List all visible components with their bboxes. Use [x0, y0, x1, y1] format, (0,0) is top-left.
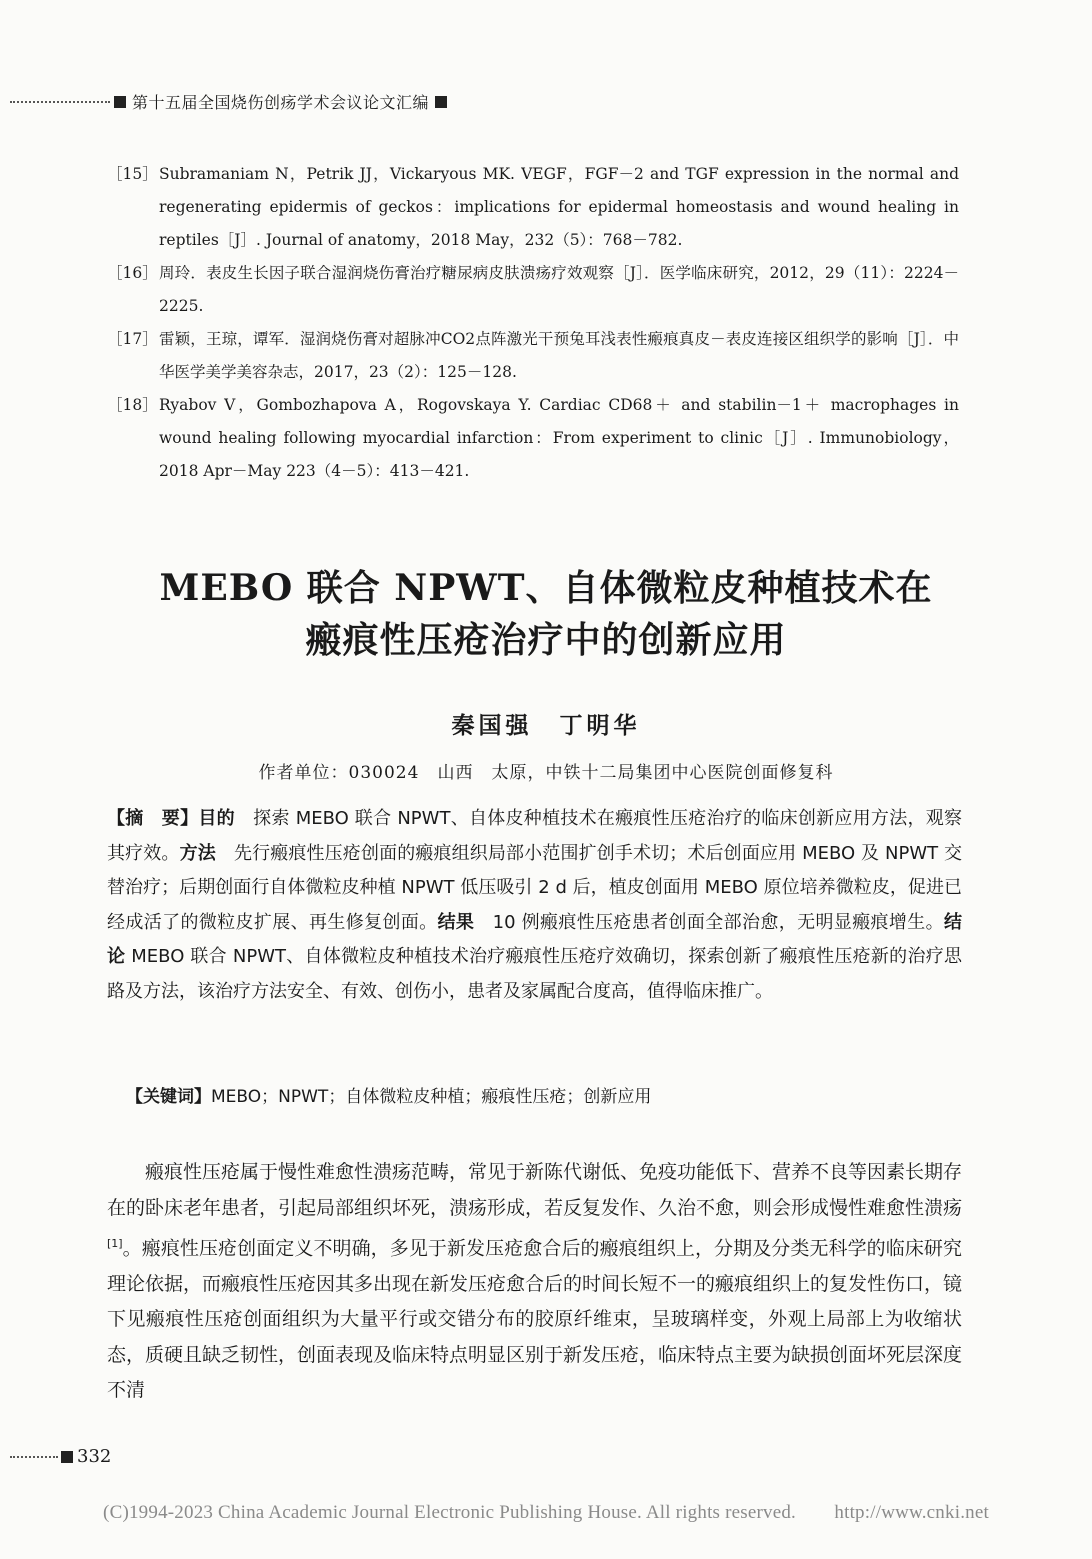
reference-item	[107, 257, 959, 323]
abstract	[107, 802, 962, 1009]
reference-item	[107, 323, 959, 389]
reference-text: Ryabov V，Gombozhapova A，Rogovskaya Y. Cardiac CD68＋ and stabilin－1＋ macrophages in wound healing following myocardial infarction：From experiment to clinic［J］. Immunobiology，2018 Apr－May 223（4－5）：413－421.	[159, 396, 959, 480]
objective-text: 探索 MEBO 联合 NPWT、自体皮种植技术在瘢痕性压疮治疗的临床创新应用方法，观察其疗效。	[107, 808, 963, 864]
reference-number: ［16］	[107, 264, 158, 282]
body-paragraph	[107, 1155, 962, 1409]
reference-text: Subramaniam N，Petrik JJ，Vickaryous MK. VEGF，FGF－2 and TGF expression in the normal and regenerating epidermis of geckos：implications for epidermal homeostasis and wound healing in reptiles［J］. Journal of anatomy，2018 May，232（5）：768－782.	[159, 165, 959, 249]
reference-list	[107, 158, 959, 488]
square-bullet-icon	[61, 1451, 73, 1463]
keywords-label: 【关键词】	[126, 1087, 211, 1107]
objective-label: 目的	[198, 808, 235, 829]
page-footer	[10, 1446, 111, 1467]
copyright-notice: (C)1994-2023 China Academic Journal Electronic Publishing House. All rights reserved. http://www.cnki.net	[103, 1502, 989, 1523]
square-bullet-icon	[114, 96, 126, 108]
square-bullet-icon	[435, 96, 447, 108]
results-label: 结果	[437, 911, 475, 933]
keywords	[126, 1082, 956, 1107]
body-text: 。瘢痕性压疮创面定义不明确，多见于新发压疮愈合后的瘢痕组织上，分期及分类无科学的临床研究理论依据，而瘢痕性压疮因其多出现在新发压疮愈合后的时间长短不一的瘢痕组织上的复发性伤口，镜下见瘢痕性压疮创面组织为大量平行或交错分布的胶原纤维束，呈玻璃样变，外观上局部上为收缩状态，质硬且缺乏韧性，创面表现及临床特点明显区别于新发压疮，临床特点主要为缺损创面坏死层深度不清	[107, 1237, 963, 1402]
header-dotted-rule	[10, 101, 110, 103]
reference-text: 雷颖，王琼，谭军．湿润烧伤膏对超脉冲CO2点阵激光干预兔耳浅表性瘢痕真皮－表皮连接区组织学的影响［J］．中华医学美学美容杂志，2017，23（2）：125－128.	[159, 330, 959, 381]
paper-title-line2: 瘢痕性压疮治疗中的创新应用	[305, 619, 787, 661]
author-affiliation: 作者单位：030024 山西 太原，中铁十二局集团中心医院创面修复科	[258, 763, 834, 783]
abstract-label: 【摘 要】	[107, 808, 199, 829]
reference-text: 周玲．表皮生长因子联合湿润烧伤膏治疗糖尿病皮肤溃疡疗效观察［J］．医学临床研究，2012，29（11）：2224－2225.	[159, 264, 959, 315]
page-number: 332	[77, 1446, 112, 1467]
methods-text: 先行瘢痕性压疮创面的瘢痕组织局部小范围扩创手术切；术后创面应用 MEBO 及 NPWT 交替治疗；后期创面行自体微粒皮种植 NPWT 低压吸引 2 d 后，植皮创面用 MEBO 原位培养微粒皮，促进已经成活了的微粒皮扩展、再生修复创面。	[107, 842, 963, 933]
reference-item	[107, 158, 959, 257]
conclusion-text: MEBO 联合 NPWT、自体微粒皮种植技术治疗瘢痕性压疮疗效确切，探索创新了瘢痕性压疮新的治疗思路及方法，该治疗方法安全、有效、创伤小，患者及家属配合度高，值得临床推广。	[107, 946, 962, 1002]
reference-number: ［15］	[107, 165, 158, 183]
results-text: 10 例瘢痕性压疮患者创面全部治愈，无明显瘢痕增生。	[474, 911, 945, 933]
keywords-text: MEBO；NPWT；自体微粒皮种植；瘢痕性压疮；创新应用	[211, 1087, 652, 1107]
reference-number: ［18］	[107, 396, 158, 414]
footer-dotted-rule	[10, 1456, 58, 1458]
citation-superscript: [1]	[107, 1237, 123, 1250]
paper-title-line1: MEBO 联合 NPWT、自体微粒皮种植技术在	[159, 567, 933, 609]
methods-label: 方法	[179, 842, 216, 864]
body-text: 瘢痕性压疮属于慢性难愈性溃疡范畴，常见于新陈代谢低、免疫功能低下、营养不良等因素长期存在的卧床老年患者，引起局部组织坏死，溃疡形成，若反复发作、久治不愈，则会形成慢性难愈性溃疡	[107, 1161, 963, 1219]
header-title: 第十五届全国烧伤创疡学术会议论文汇编	[132, 93, 430, 112]
reference-number: ［17］	[107, 330, 158, 348]
conclusion-label: 结论	[107, 911, 963, 967]
reference-item	[107, 389, 959, 488]
author-names: 秦国强 丁明华	[451, 712, 641, 739]
running-header	[10, 90, 447, 113]
